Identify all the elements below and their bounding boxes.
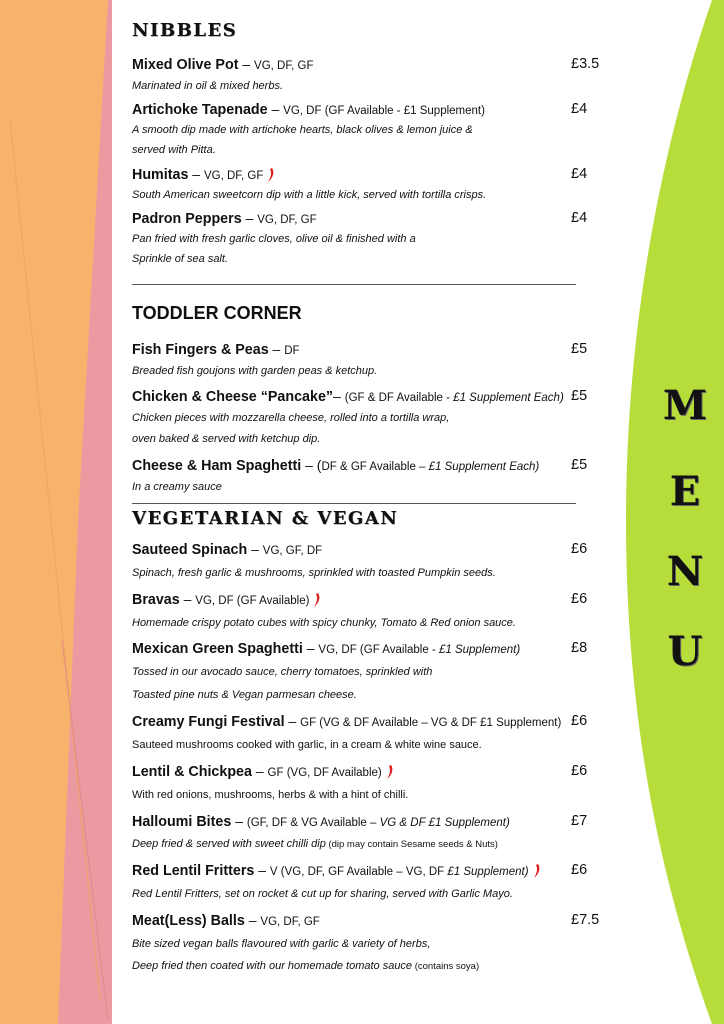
item-dash: –	[244, 912, 261, 928]
item-dash: –	[231, 813, 247, 829]
item-dash: –	[179, 591, 196, 607]
allergen-note: (dip may contain Sesame seeds & Nuts)	[325, 839, 498, 850]
item-tags-supplement: VG & DF £1 Supplement)	[379, 817, 510, 829]
item-tags: GF (VG & DF Available – VG & DF £1 Supplement)	[300, 717, 562, 729]
item-description: South American sweetcorn dip with a little kick, served with tortilla crisps.	[132, 189, 487, 201]
menu-item	[132, 912, 602, 930]
item-name: Mixed Olive Pot	[132, 57, 239, 73]
item-description: served with Pitta.	[132, 144, 216, 156]
item-tags: VG, DF, GF	[260, 916, 320, 928]
item-tags: (GF & DF Available -	[344, 392, 454, 404]
item-tags: (GF, DF & VG Available –	[246, 817, 380, 829]
item-price: £5	[571, 388, 588, 404]
item-name: Artichoke Tapenade	[132, 102, 268, 118]
item-description: Sauteed mushrooms cooked with garlic, in a cream & white wine sauce.	[132, 739, 482, 751]
item-tags: VG, GF, DF	[262, 545, 323, 557]
item-dash: –	[333, 388, 345, 404]
item-price: £4	[571, 210, 588, 226]
item-tags: DF & GF Available –	[321, 461, 429, 473]
item-tags-supplement: £1 Supplement Each)	[453, 392, 564, 404]
item-price: £7.5	[571, 912, 600, 928]
menu-item	[132, 813, 602, 831]
item-dash: –	[284, 713, 301, 729]
item-name: Humitas	[132, 167, 189, 183]
item-name: Bravas	[132, 592, 180, 608]
item-name: Mexican Green Spaghetti	[132, 641, 303, 657]
menu-item	[132, 541, 602, 559]
item-dash: –	[267, 101, 284, 117]
menu-letter-u: U	[667, 628, 703, 675]
item-price: £5	[571, 457, 588, 473]
item-dash: –	[268, 341, 285, 357]
item-tags: VG, DF, GF	[254, 60, 314, 72]
chili-icon	[533, 864, 541, 878]
item-price: £6	[571, 713, 588, 729]
item-name: Cheese & Ham Spaghetti	[132, 458, 302, 474]
chili-icon	[313, 593, 321, 607]
item-price: £7	[571, 813, 588, 829]
menu-letter-e: E	[669, 468, 701, 515]
menu-item	[132, 713, 602, 731]
item-dash: –	[251, 763, 268, 779]
allergen-note: (contains soya)	[412, 961, 480, 972]
menu-item	[132, 101, 602, 119]
item-tags: DF	[284, 345, 300, 357]
item-tags: VG, DF, GF	[257, 214, 317, 226]
item-description: Tossed in our avocado sauce, cherry tomatoes, sprinkled with	[132, 666, 433, 678]
item-tags: VG, DF, GF	[203, 170, 264, 182]
item-description: Pan fried with fresh garlic cloves, olive oil & finished with a	[132, 233, 416, 245]
item-description: Sprinkle of sea salt.	[132, 253, 228, 265]
item-name: Chicken & Cheese “Pancake”	[132, 389, 334, 405]
section-title-nibbles: NIBBLES	[132, 20, 238, 41]
menu-item	[132, 640, 602, 658]
item-dash: –	[238, 56, 255, 72]
item-tags: VG, DF (GF Available -	[318, 644, 439, 656]
item-description: Bite sized vegan balls flavoured with garlic & variety of herbs,	[132, 938, 431, 950]
item-price: £6	[571, 541, 588, 557]
item-price: £6	[571, 862, 588, 878]
item-tags: VG, DF (GF Available)	[195, 595, 310, 607]
item-description	[132, 960, 479, 972]
item-description: In a creamy sauce	[132, 481, 222, 493]
item-description: With red onions, mushrooms, herbs & with a hint of chilli.	[132, 789, 409, 801]
item-description-text: Deep fried & served with sweet chilli dip	[132, 838, 326, 850]
item-price: £6	[571, 763, 588, 779]
item-name: Sauteed Spinach	[132, 542, 248, 558]
menu-letter-n: N	[666, 548, 704, 595]
item-description	[132, 838, 498, 850]
section-divider	[132, 503, 576, 504]
item-description: Homemade crispy potato cubes with spicy chunky, Tomato & Red onion sauce.	[132, 617, 516, 629]
menu-item	[132, 341, 602, 359]
item-price: £4	[571, 101, 588, 117]
item-price: £6	[571, 591, 588, 607]
menu-item	[132, 591, 602, 609]
item-tags-supplement: £1 Supplement)	[438, 644, 521, 656]
item-price: £8	[571, 640, 588, 656]
item-tags-supplement: £1 Supplement)	[447, 866, 529, 878]
item-name: Creamy Fungi Festival	[132, 714, 285, 730]
section-title-vegetarian: VEGETARIAN & VEGAN	[132, 508, 399, 529]
menu-item	[132, 56, 602, 74]
item-description: Marinated in oil & mixed herbs.	[132, 80, 284, 92]
menu-item	[132, 457, 602, 475]
item-dash: –	[188, 166, 204, 182]
item-price: £4	[571, 166, 588, 182]
section-divider	[132, 284, 576, 285]
item-name: Fish Fingers & Peas	[132, 342, 269, 358]
item-price: £3.5	[571, 56, 600, 72]
item-name: Padron Peppers	[132, 211, 242, 227]
item-tags: GF (VG, DF Available)	[267, 767, 382, 779]
item-description: Spinach, fresh garlic & mushrooms, sprinkled with toasted Pumpkin seeds.	[132, 567, 496, 579]
item-price: £5	[571, 341, 588, 357]
item-description: Red Lentil Fritters, set on rocket & cut up for sharing, served with Garlic Mayo.	[132, 888, 513, 900]
item-dash: – (	[301, 457, 322, 473]
chili-icon	[267, 168, 275, 182]
item-dash: –	[247, 541, 263, 557]
section-title-toddler: TODDLER CORNER	[132, 303, 302, 323]
item-description: Chicken pieces with mozzarella cheese, rolled into a tortilla wrap,	[132, 412, 450, 424]
item-dash: –	[241, 210, 258, 226]
item-name: Lentil & Chickpea	[132, 764, 252, 780]
item-description-text: Deep fried then coated with our homemade tomato sauce	[132, 960, 413, 972]
item-description: oven baked & served with ketchup dip.	[132, 433, 321, 445]
item-description: Toasted pine nuts & Vegan parmesan cheese.	[132, 689, 357, 701]
item-tags: V (VG, DF, GF Available – VG, DF	[269, 866, 448, 878]
item-name: Halloumi Bites	[132, 814, 232, 830]
menu-letter-m: M	[662, 382, 708, 429]
item-dash: –	[302, 640, 319, 656]
menu-item	[132, 862, 602, 880]
menu-item	[132, 763, 602, 781]
item-dash: –	[254, 862, 270, 878]
item-tags: VG, DF (GF Available - £1 Supplement)	[283, 105, 485, 117]
item-name: Meat(Less) Balls	[132, 913, 245, 929]
item-description: A smooth dip made with artichoke hearts, black olives & lemon juice &	[132, 124, 473, 136]
menu-item	[132, 388, 602, 406]
item-name: Red Lentil Fritters	[132, 863, 255, 879]
chili-icon	[386, 765, 394, 779]
menu-item	[132, 166, 602, 184]
item-description: Breaded fish goujons with garden peas & ketchup.	[132, 365, 378, 377]
item-tags-supplement: £1 Supplement Each)	[428, 461, 540, 473]
menu-item	[132, 210, 602, 228]
